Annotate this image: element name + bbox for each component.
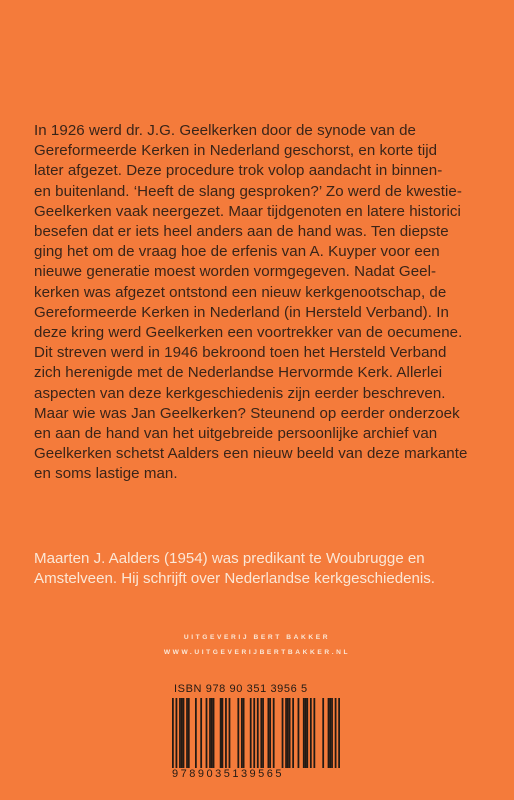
barcode-bar [257, 698, 259, 768]
barcode-bar [338, 698, 340, 768]
barcode-bar [241, 698, 243, 768]
barcode-bar [206, 698, 208, 768]
isbn-label: ISBN 978 90 351 3956 5 [174, 683, 308, 695]
author-bio-line: Amstelveen. Hij schrijft over Nederlandse kerkgeschiedenis. [34, 570, 436, 588]
barcode-bar [298, 698, 300, 768]
isbn-barcode-block [170, 682, 342, 782]
barcode-bar [331, 698, 333, 768]
barcode-bar [220, 698, 222, 768]
author-bio-line: Maarten J. Aalders (1954) was predikant te Woubrugge en [34, 550, 425, 567]
blurb-line: nieuwe generatie moest worden vormgegeven. Nadat Geel- [34, 263, 437, 281]
blurb-line: Gereformeerde Kerken in Nederland geschorst, en korte tijd [34, 142, 438, 160]
barcode-bar [181, 698, 183, 768]
blurb-line: Dit streven werd in 1946 bekroond toen het Hersteld Verband [34, 344, 447, 362]
publisher-url: WWW.UITGEVERIJBERTBAKKER.NL [163, 649, 351, 656]
barcode-bar [287, 698, 289, 768]
barcode-bar [313, 698, 315, 768]
blurb-line: In 1926 werd dr. J.G. Geelkerken door de synode van de [34, 122, 416, 139]
barcode-bar [237, 698, 239, 768]
barcode-bar [209, 698, 211, 768]
blurb-line: Gereformeerde Kerken in Nederland (in Hersteld Verband). In [34, 303, 449, 321]
barcode-bar [222, 698, 224, 768]
blurb-line: en aan de hand van het uitgebreide persoonlijke archief van [34, 425, 438, 443]
barcode-bar [179, 698, 181, 768]
barcode-bar [200, 698, 202, 768]
blurb-line: en soms lastige man. [34, 465, 178, 483]
publisher-name: UITGEVERIJ BERT BAKKER [183, 634, 331, 641]
blurb-line: kerken was afgezet ontstond een nieuw kerkgenootschap, de [34, 283, 447, 301]
barcode-bar [335, 698, 337, 768]
barcode-bar [243, 698, 245, 768]
barcode-bar [253, 698, 255, 768]
barcode-bar [310, 698, 312, 768]
barcode-bar [195, 698, 197, 768]
blurb-line: aspecten van deze kerkgeschiedenis zijn eerder beschreven. [34, 384, 446, 402]
barcode-bar [282, 698, 284, 768]
barcode-bar [306, 698, 308, 768]
barcode-bar [303, 698, 305, 768]
barcode-bar [292, 698, 294, 768]
barcode-bar [176, 698, 178, 768]
barcode-bar [267, 698, 269, 768]
barcode-bar [273, 698, 275, 768]
author-bio [34, 549, 494, 589]
barcode-bar [225, 698, 227, 768]
blurb-line: Maar wie was Jan Geelkerken? Steunend op eerder onderzoek [34, 404, 460, 422]
blurb-line: en buitenland. ‘Heeft de slang gesproken?’ Zo werd de kwestie- [34, 182, 462, 200]
barcode-bar [328, 698, 330, 768]
barcode-icon [172, 698, 340, 768]
barcode-bar [269, 698, 271, 768]
barcode-bar [285, 698, 287, 768]
blurb-text [34, 121, 494, 485]
barcode-bar [289, 698, 291, 768]
barcode-bar [250, 698, 252, 768]
barcode-bar [260, 698, 262, 768]
barcode-bar [262, 698, 264, 768]
barcode-bar [211, 698, 213, 768]
ean-digits: 9789035139565 [172, 768, 285, 780]
blurb-line: Geelkerken vaak neergezet. Maar tijdgenoten en latere historici [34, 202, 461, 220]
blurb-line: later afgezet. Deze procedure trok volop aandacht in binnen- [34, 162, 443, 180]
barcode-bar [183, 698, 185, 768]
barcode-bar [186, 698, 188, 768]
blurb-line: ging het om de vraag hoe de erfenis van A. Kuyper voor een [34, 243, 440, 261]
barcode-bar [322, 698, 324, 768]
barcode-bar [172, 698, 174, 768]
barcode-bar [229, 698, 231, 768]
barcode-bar [188, 698, 190, 768]
blurb-line: zich herenigde met de Nederlandse Hervormde Kerk. Allerlei [34, 364, 443, 382]
barcode-bar [305, 698, 307, 768]
barcode-bar [213, 698, 215, 768]
barcode-bar [329, 698, 331, 768]
blurb-line: deze kring werd Geelkerken een voortrekker van de oecumene. [34, 324, 463, 342]
blurb-line: Geelkerken schetst Aalders een nieuw beeld van deze markante [34, 445, 468, 463]
blurb-line: besefen dat er iets heel anders aan de hand was. Ten diepste [34, 223, 449, 241]
